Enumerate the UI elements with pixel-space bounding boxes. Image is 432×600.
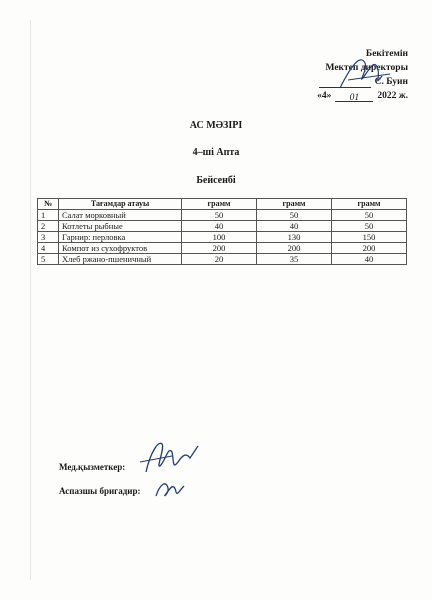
nurse-label: Мед.қызметкер: xyxy=(59,462,126,472)
page-edge-line xyxy=(30,20,31,580)
gram-value: 150 xyxy=(332,232,407,243)
week-label: 4–ші Апта xyxy=(192,147,240,158)
gram-value: 200 xyxy=(182,243,257,254)
row-num: 3 xyxy=(38,232,59,243)
cook-signature xyxy=(150,474,190,504)
gram-value: 20 xyxy=(182,254,257,265)
gram-value: 50 xyxy=(257,210,332,221)
menu-table xyxy=(37,198,407,265)
table-row xyxy=(38,221,407,232)
menu-title: АС МӘЗІРІ xyxy=(189,120,243,131)
row-num: 1 xyxy=(38,210,59,221)
gram-value: 200 xyxy=(332,243,407,254)
approval-position: Мектеп директоры xyxy=(325,63,408,73)
header-num: № xyxy=(38,199,59,210)
dish-name: Гарнир: перловка xyxy=(59,232,182,243)
date-year: 2022 ж. xyxy=(377,91,408,101)
table-row xyxy=(38,243,407,254)
header-gram-3: грамм xyxy=(332,199,407,210)
header-dish: Тағамдар атауы xyxy=(59,199,182,210)
gram-value: 100 xyxy=(182,232,257,243)
dish-name: Котлеты рыбные xyxy=(59,221,182,232)
director-name: С. Буин xyxy=(374,77,408,87)
gram-value: 50 xyxy=(332,210,407,221)
gram-value: 50 xyxy=(182,210,257,221)
gram-value: 200 xyxy=(257,243,332,254)
date-day: «4» xyxy=(317,91,332,101)
table-row xyxy=(38,210,407,221)
header-gram-2: грамм xyxy=(257,199,332,210)
table-row xyxy=(38,254,407,265)
gram-value: 40 xyxy=(182,221,257,232)
dish-name: Салат морковный xyxy=(59,210,182,221)
gram-value: 40 xyxy=(332,254,407,265)
cook-label: Аспазшы бригадир: xyxy=(59,486,141,496)
table-row xyxy=(38,232,407,243)
gram-value: 40 xyxy=(257,221,332,232)
gram-value: 130 xyxy=(257,232,332,243)
director-signature xyxy=(330,48,400,98)
row-num: 4 xyxy=(38,243,59,254)
table-header-row xyxy=(38,199,407,210)
header-gram-1: грамм xyxy=(182,199,257,210)
date-month: 01 xyxy=(335,91,373,102)
approval-title: Бекітемін xyxy=(365,49,408,59)
gram-value: 50 xyxy=(332,221,407,232)
dish-name: Хлеб ржано-пшеничный xyxy=(59,254,182,265)
row-num: 5 xyxy=(38,254,59,265)
row-num: 2 xyxy=(38,221,59,232)
gram-value: 35 xyxy=(257,254,332,265)
dish-name: Компот из сухофруктов xyxy=(59,243,182,254)
day-label: Бейсенбі xyxy=(196,175,236,186)
